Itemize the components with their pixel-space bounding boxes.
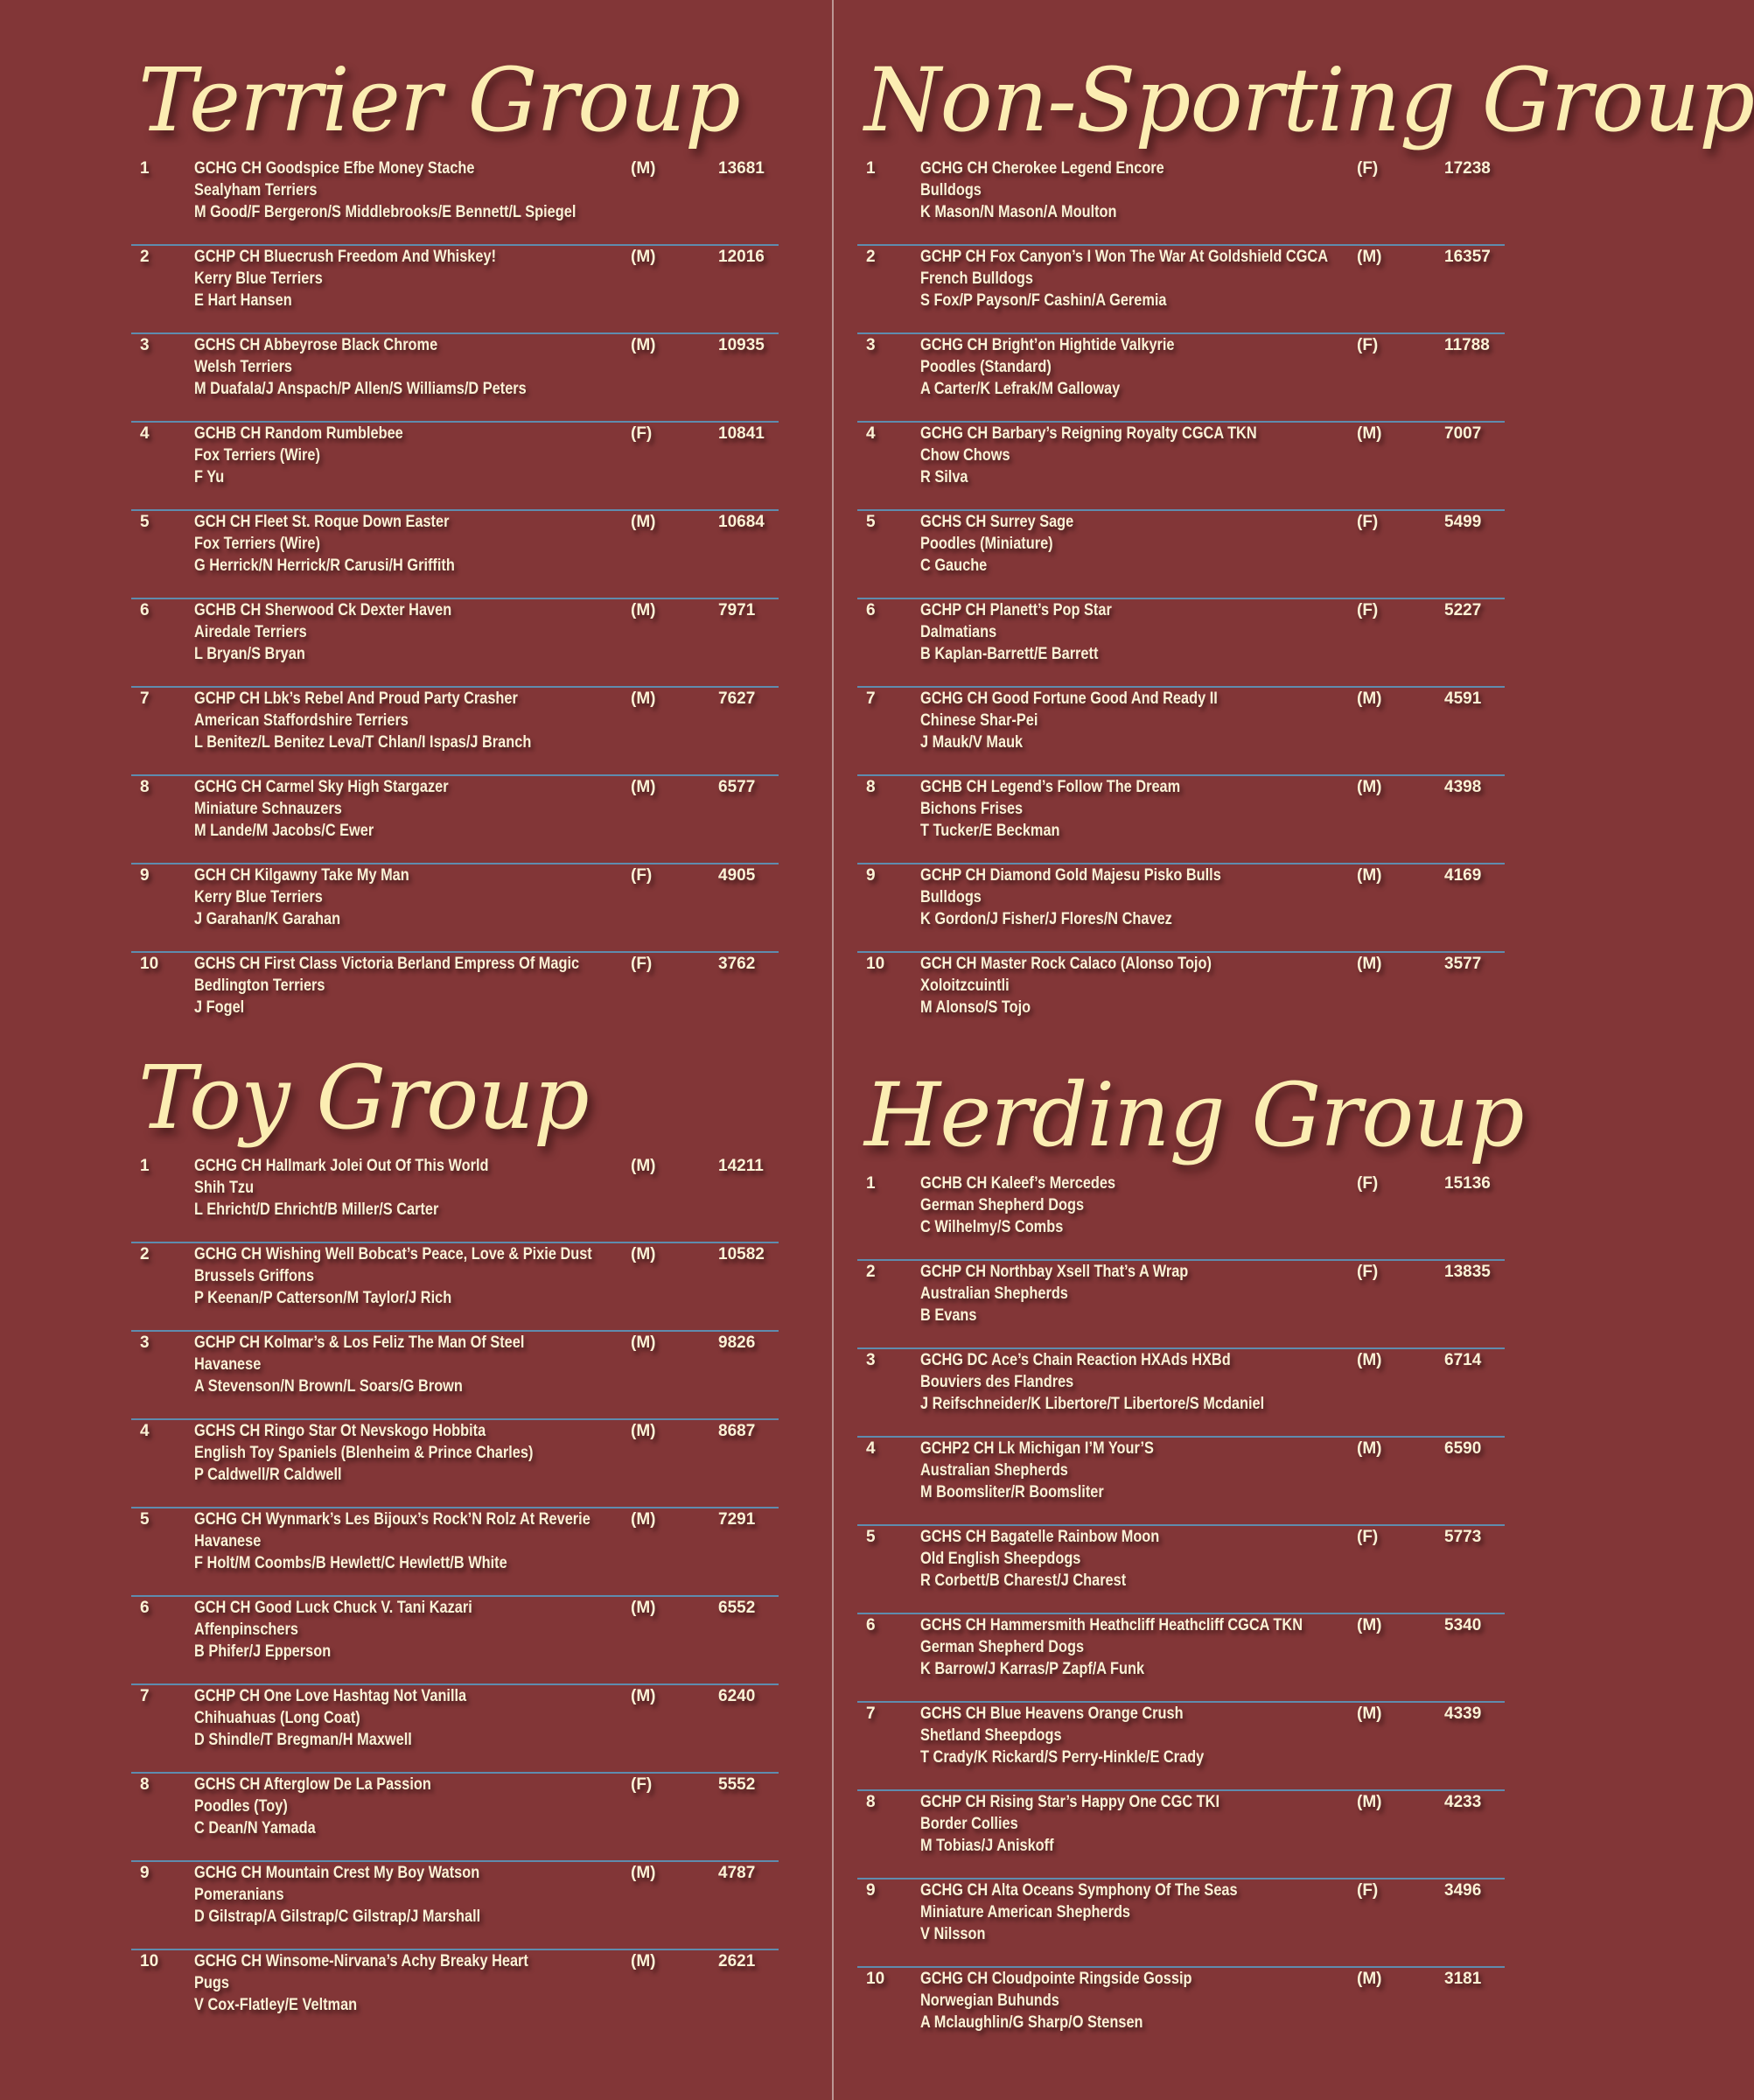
owner-names: J Fogel: [194, 998, 245, 1017]
rank-number: 10: [866, 1970, 885, 1988]
points-value: 3762: [718, 955, 756, 973]
ranking-entry: [131, 158, 779, 246]
dog-name: GCHG CH Wishing Well Bobcat’s Peace, Love & Pixie Dust: [194, 1245, 592, 1264]
breed-name: Shetland Sheepdogs: [920, 1726, 1062, 1745]
breed-name: Dalmatians: [920, 623, 997, 641]
toy-group-list: [131, 1155, 779, 2039]
rank-number: 8: [866, 778, 876, 796]
points-value: 4339: [1444, 1704, 1482, 1723]
ranking-entry: [857, 688, 1505, 776]
rank-number: 4: [140, 424, 150, 443]
points-value: 7007: [1444, 424, 1482, 443]
ranking-entry: [131, 1508, 779, 1597]
sex-label: (F): [1357, 1881, 1379, 1900]
toy-group-title: Toy Group: [138, 1046, 589, 1149]
owner-names: M Alonso/S Tojo: [920, 998, 1031, 1017]
dog-name: GCHP CH Kolmar’s & Los Feliz The Man Of Steel: [194, 1334, 525, 1352]
rank-number: 7: [140, 690, 150, 708]
rank-number: 7: [866, 690, 876, 708]
sex-label: (M): [631, 1422, 656, 1440]
ranking-entry: [131, 511, 779, 599]
breed-name: Australian Shepherds: [920, 1284, 1068, 1303]
terrier-group-list: [131, 158, 779, 1041]
ranking-entry: [857, 246, 1505, 334]
rank-number: 9: [140, 1864, 150, 1882]
rank-number: 3: [140, 1334, 150, 1352]
owner-names: F Holt/M Coombs/B Hewlett/C Hewlett/B White: [194, 1554, 507, 1572]
dog-name: GCHS CH Surrey Sage: [920, 513, 1074, 531]
breed-name: Havanese: [194, 1532, 262, 1550]
sex-label: (M): [631, 513, 656, 531]
rank-number: 4: [866, 424, 876, 443]
points-value: 14211: [718, 1157, 764, 1175]
owner-names: A Stevenson/N Brown/L Soars/G Brown: [194, 1377, 463, 1396]
breed-name: Affenpinschers: [194, 1620, 298, 1639]
owner-names: R Silva: [920, 468, 968, 486]
owner-names: F Yu: [194, 468, 225, 486]
breed-name: German Shepherd Dogs: [920, 1638, 1085, 1656]
rank-number: 2: [866, 248, 876, 266]
owner-names: S Fox/P Payson/F Cashin/A Geremia: [920, 291, 1167, 310]
owner-names: L Ehricht/D Ehricht/B Miller/S Carter: [194, 1200, 439, 1219]
owner-names: M Good/F Bergeron/S Middlebrooks/E Bennett/L Spiegel: [194, 203, 577, 221]
dog-name: GCHP CH Rising Star’s Happy One CGC TKI: [920, 1793, 1219, 1811]
owner-names: K Mason/N Mason/A Moulton: [920, 203, 1117, 221]
points-value: 3577: [1444, 955, 1482, 973]
breed-name: English Toy Spaniels (Blenheim & Prince Charles): [194, 1444, 534, 1462]
sex-label: (M): [631, 690, 656, 708]
breed-name: German Shepherd Dogs: [920, 1196, 1085, 1214]
ranking-entry: [857, 953, 1505, 1041]
breed-name: Chow Chows: [920, 446, 1010, 465]
owner-names: M Lande/M Jacobs/C Ewer: [194, 822, 374, 840]
owner-names: J Reifschneider/K Libertore/T Libertore/S Mcdaniel: [920, 1395, 1265, 1413]
points-value: 5499: [1444, 513, 1482, 531]
owner-names: K Gordon/J Fisher/J Flores/N Chavez: [920, 910, 1172, 928]
dog-name: GCHP CH Lbk’s Rebel And Proud Party Crasher: [194, 690, 518, 708]
dog-name: GCHP CH One Love Hashtag Not Vanilla: [194, 1687, 467, 1705]
rank-number: 2: [140, 1245, 150, 1264]
sex-label: (F): [631, 1775, 653, 1794]
breed-name: Old English Sheepdogs: [920, 1550, 1081, 1568]
dog-name: GCH CH Master Rock Calaco (Alonso Tojo): [920, 955, 1212, 973]
rank-number: 5: [866, 1528, 876, 1546]
dog-name: GCHP CH Bluecrush Freedom And Whiskey!: [194, 248, 497, 266]
rank-number: 7: [866, 1704, 876, 1723]
dog-name: GCHG CH Carmel Sky High Stargazer: [194, 778, 449, 796]
breed-name: Fox Terriers (Wire): [194, 446, 320, 465]
sex-label: (M): [631, 778, 656, 796]
dog-name: GCHG CH Wynmark’s Les Bijoux’s Rock’N Rolz At Reverie: [194, 1510, 590, 1529]
owner-names: A Carter/K Lefrak/M Galloway: [920, 380, 1121, 398]
breed-name: Shih Tzu: [194, 1179, 255, 1197]
owner-names: R Corbett/B Charest/J Charest: [920, 1572, 1127, 1590]
dog-name: GCHS CH Ringo Star Ot Nevskogo Hobbita: [194, 1422, 486, 1440]
breed-name: Bulldogs: [920, 888, 982, 906]
ranking-entry: [857, 423, 1505, 511]
dog-name: GCHG CH Goodspice Efbe Money Stache: [194, 159, 475, 178]
rank-number: 2: [866, 1263, 876, 1281]
dog-name: GCHB CH Sherwood Ck Dexter Haven: [194, 601, 452, 620]
points-value: 4787: [718, 1864, 756, 1882]
breed-name: Border Collies: [920, 1815, 1018, 1833]
ranking-entry: [857, 1261, 1505, 1349]
breed-name: Kerry Blue Terriers: [194, 270, 323, 288]
breed-name: American Staffordshire Terriers: [194, 711, 409, 730]
rank-number: 5: [140, 513, 150, 531]
ranking-entry: [857, 864, 1505, 953]
sex-label: (F): [1357, 159, 1379, 178]
rank-number: 6: [140, 1599, 150, 1617]
sex-label: (M): [631, 1952, 656, 1970]
sex-label: (M): [631, 1687, 656, 1705]
points-value: 5773: [1444, 1528, 1482, 1546]
points-value: 6577: [718, 778, 756, 796]
ranking-entry: [857, 1791, 1505, 1880]
owner-names: B Phifer/J Epperson: [194, 1642, 332, 1661]
points-value: 8687: [718, 1422, 756, 1440]
ranking-entry: [131, 246, 779, 334]
points-value: 10684: [718, 513, 765, 531]
points-value: 10935: [718, 336, 765, 354]
dog-name: GCH CH Good Luck Chuck V. Tani Kazari: [194, 1599, 472, 1617]
owner-names: M Boomsliter/R Boomsliter: [920, 1483, 1104, 1502]
rank-number: 9: [140, 866, 150, 885]
ranking-entry: [131, 1155, 779, 1243]
breed-name: Airedale Terriers: [194, 623, 307, 641]
points-value: 6590: [1444, 1439, 1482, 1458]
owner-names: B Evans: [920, 1306, 977, 1325]
herding-group-title: Herding Group: [864, 1064, 1524, 1166]
ranking-entry: [131, 1950, 779, 2039]
owner-names: E Hart Hansen: [194, 291, 292, 310]
owner-names: L Benitez/L Benitez Leva/T Chlan/I Ispas/J Branch: [194, 733, 532, 752]
ranking-entry: [131, 599, 779, 688]
ranking-entry: [857, 1349, 1505, 1438]
sex-label: (F): [1357, 601, 1379, 620]
dog-name: GCHG CH Barbary’s Reigning Royalty CGCA TKN: [920, 424, 1257, 443]
sex-label: (F): [1357, 513, 1379, 531]
breed-name: Australian Shepherds: [920, 1461, 1068, 1480]
points-value: 4398: [1444, 778, 1482, 796]
sex-label: (M): [1357, 1793, 1382, 1811]
sex-label: (F): [631, 424, 653, 443]
dog-name: GCHS CH Blue Heavens Orange Crush: [920, 1704, 1184, 1723]
points-value: 5340: [1444, 1616, 1482, 1634]
rank-number: 8: [140, 778, 150, 796]
dog-name: GCHS CH Abbeyrose Black Chrome: [194, 336, 438, 354]
herding-group-section: [857, 1059, 1524, 2056]
dog-name: GCHG CH Cherokee Legend Encore: [920, 159, 1164, 178]
points-value: 4233: [1444, 1793, 1482, 1811]
owner-names: J Mauk/V Mauk: [920, 733, 1024, 752]
owner-names: G Herrick/N Herrick/R Carusi/H Griffith: [194, 556, 455, 575]
points-value: 4591: [1444, 690, 1482, 708]
ranking-entry: [131, 776, 779, 864]
ranking-entry: [857, 1703, 1505, 1791]
sex-label: (M): [631, 601, 656, 620]
breed-name: Pomeranians: [194, 1886, 284, 1904]
rank-number: 7: [140, 1687, 150, 1705]
rank-number: 1: [140, 1157, 150, 1175]
dog-name: GCHG CH Alta Oceans Symphony Of The Seas: [920, 1881, 1238, 1900]
ranking-entry: [131, 1774, 779, 1862]
sex-label: (M): [631, 336, 656, 354]
rank-number: 3: [866, 1351, 876, 1369]
ranking-entry: [857, 1526, 1505, 1614]
dog-name: GCHP CH Fox Canyon’s I Won The War At Goldshield CGCA: [920, 248, 1329, 266]
dog-name: GCHP CH Diamond Gold Majesu Pisko Bulls: [920, 866, 1221, 885]
breed-name: Bedlington Terriers: [194, 976, 325, 995]
sex-label: (F): [1357, 1528, 1379, 1546]
rank-number: 9: [866, 1881, 876, 1900]
breed-name: Havanese: [194, 1355, 262, 1374]
points-value: 2621: [718, 1952, 756, 1970]
dog-name: GCHS CH Bagatelle Rainbow Moon: [920, 1528, 1160, 1546]
owner-names: M Tobias/J Aniskoff: [920, 1837, 1054, 1855]
dog-name: GCHS CH Hammersmith Heathcliff Heathcliff CGCA TKN: [920, 1616, 1303, 1634]
rank-number: 5: [866, 513, 876, 531]
ranking-entry: [857, 599, 1505, 688]
owner-names: L Bryan/S Bryan: [194, 645, 305, 663]
non-sporting-group-title: Non-Sporting Group: [864, 49, 1754, 151]
ranking-entry: [857, 1438, 1505, 1526]
owner-names: D Shindle/T Bregman/H Maxwell: [194, 1731, 412, 1749]
ranking-entry: [857, 334, 1505, 423]
ranking-entry: [131, 1862, 779, 1950]
dog-name: GCH CH Fleet St. Roque Down Easter: [194, 513, 450, 531]
breed-name: Xoloitzcuintli: [920, 976, 1010, 995]
sex-label: (M): [1357, 1351, 1382, 1369]
points-value: 11788: [1444, 336, 1490, 354]
dog-name: GCHP CH Northbay Xsell That’s A Wrap: [920, 1263, 1189, 1281]
owner-names: C Wilhelmy/S Combs: [920, 1218, 1064, 1236]
ranking-entry: [131, 953, 779, 1041]
breed-name: Bouviers des Flandres: [920, 1373, 1074, 1391]
points-value: 6552: [718, 1599, 756, 1617]
rank-number: 1: [866, 159, 876, 178]
rank-number: 2: [140, 248, 150, 266]
ranking-entry: [131, 423, 779, 511]
terrier-group-section: [131, 44, 779, 1041]
sex-label: (M): [1357, 1439, 1382, 1458]
points-value: 5552: [718, 1775, 756, 1794]
rank-number: 8: [140, 1775, 150, 1794]
sex-label: (M): [1357, 690, 1382, 708]
points-value: 13681: [718, 159, 765, 178]
owner-names: C Dean/N Yamada: [194, 1819, 316, 1838]
points-value: 9826: [718, 1334, 756, 1352]
breed-name: Poodles (Standard): [920, 358, 1052, 376]
rank-number: 4: [140, 1422, 150, 1440]
owner-names: D Gilstrap/A Gilstrap/C Gilstrap/J Marshall: [194, 1908, 481, 1926]
dog-name: GCHG CH Cloudpointe Ringside Gossip: [920, 1970, 1192, 1988]
owner-names: J Garahan/K Garahan: [194, 910, 341, 928]
breed-name: Norwegian Buhunds: [920, 1992, 1059, 2010]
rank-number: 6: [866, 1616, 876, 1634]
ranking-entry: [131, 864, 779, 953]
sex-label: (M): [631, 248, 656, 266]
sex-label: (M): [1357, 955, 1382, 973]
breed-name: French Bulldogs: [920, 270, 1033, 288]
rank-number: 6: [140, 601, 150, 620]
sex-label: (F): [1357, 1263, 1379, 1281]
ranking-entry: [131, 1243, 779, 1332]
sex-label: (F): [1357, 336, 1379, 354]
breed-name: Poodles (Miniature): [920, 535, 1053, 553]
rank-number: 10: [140, 955, 159, 973]
points-value: 17238: [1444, 159, 1491, 178]
owner-names: V Nilsson: [920, 1925, 986, 1943]
points-value: 15136: [1444, 1174, 1491, 1193]
points-value: 4905: [718, 866, 756, 885]
ranking-entry: [131, 1685, 779, 1774]
points-value: 6714: [1444, 1351, 1482, 1369]
dog-name: GCHG CH Hallmark Jolei Out Of This World: [194, 1157, 489, 1175]
sex-label: (M): [1357, 424, 1382, 443]
points-value: 7291: [718, 1510, 756, 1529]
owner-names: B Kaplan-Barrett/E Barrett: [920, 645, 1099, 663]
breed-name: Welsh Terriers: [194, 358, 293, 376]
owner-names: M Duafala/J Anspach/P Allen/S Williams/D Peters: [194, 380, 527, 398]
breed-name: Kerry Blue Terriers: [194, 888, 323, 906]
dog-name: GCHG CH Bright’on Hightide Valkyrie: [920, 336, 1175, 354]
breed-name: Chinese Shar-Pei: [920, 711, 1038, 730]
breed-name: Brussels Griffons: [194, 1267, 315, 1285]
points-value: 13835: [1444, 1263, 1491, 1281]
points-value: 10582: [718, 1245, 765, 1264]
terrier-group-title: Terrier Group: [138, 49, 740, 151]
breed-name: Miniature American Shepherds: [920, 1903, 1131, 1922]
ranking-entry: [131, 688, 779, 776]
dog-name: GCH CH Kilgawny Take My Man: [194, 866, 409, 885]
column-divider: [832, 0, 834, 2100]
dog-name: GCHG CH Good Fortune Good And Ready II: [920, 690, 1218, 708]
sex-label: (M): [1357, 866, 1382, 885]
sex-label: (M): [1357, 778, 1382, 796]
points-value: 3496: [1444, 1881, 1482, 1900]
breed-name: Pugs: [194, 1974, 229, 1992]
rank-number: 1: [866, 1174, 876, 1193]
sex-label: (M): [1357, 1616, 1382, 1634]
sex-label: (M): [631, 1864, 656, 1882]
breed-name: Bulldogs: [920, 181, 982, 200]
sex-label: (F): [1357, 1174, 1379, 1193]
sex-label: (M): [631, 1510, 656, 1529]
owner-names: P Caldwell/R Caldwell: [194, 1466, 342, 1484]
ranking-entry: [131, 1332, 779, 1420]
rank-number: 4: [866, 1439, 876, 1458]
rank-number: 8: [866, 1793, 876, 1811]
sex-label: (M): [631, 159, 656, 178]
owner-names: T Tucker/E Beckman: [920, 822, 1060, 840]
points-value: 16357: [1444, 248, 1491, 266]
dog-name: GCHB CH Kaleef’s Mercedes: [920, 1174, 1116, 1193]
dog-name: GCHP CH Planett’s Pop Star: [920, 601, 1112, 620]
rank-number: 3: [866, 336, 876, 354]
ranking-entry: [857, 1614, 1505, 1703]
rank-number: 9: [866, 866, 876, 885]
ranking-entry: [131, 334, 779, 423]
non-sporting-group-section: [857, 44, 1754, 1041]
owner-names: V Cox-Flatley/E Veltman: [194, 1996, 358, 2014]
dog-name: GCHS CH Afterglow De La Passion: [194, 1775, 431, 1794]
dog-name: GCHG CH Winsome-Nirvana’s Achy Breaky Heart: [194, 1952, 528, 1970]
sex-label: (F): [631, 866, 653, 885]
sex-label: (M): [1357, 248, 1382, 266]
breed-name: Fox Terriers (Wire): [194, 535, 320, 553]
dog-name: GCHG CH Mountain Crest My Boy Watson: [194, 1864, 480, 1882]
sex-label: (M): [631, 1157, 656, 1175]
owner-names: P Keenan/P Catterson/M Taylor/J Rich: [194, 1289, 452, 1307]
ranking-entry: [857, 1968, 1505, 2056]
ranking-entry: [857, 158, 1505, 246]
breed-name: Bichons Frises: [920, 800, 1024, 818]
rank-number: 10: [140, 1952, 159, 1970]
rank-number: 1: [140, 159, 150, 178]
ranking-entry: [857, 776, 1505, 864]
non-sporting-group-list: [857, 158, 1505, 1041]
sex-label: (F): [631, 955, 653, 973]
dog-name: GCHP2 CH Lk Michigan I’M Your’S: [920, 1439, 1154, 1458]
dog-name: GCHB CH Legend’s Follow The Dream: [920, 778, 1181, 796]
ranking-entry: [131, 1597, 779, 1685]
points-value: 3181: [1444, 1970, 1482, 1988]
herding-group-list: [857, 1172, 1505, 2056]
points-value: 5227: [1444, 601, 1482, 620]
rank-number: 6: [866, 601, 876, 620]
ranking-entry: [857, 511, 1505, 599]
owner-names: A Mclaughlin/G Sharp/O Stensen: [920, 2013, 1143, 2032]
breed-name: Poodles (Toy): [194, 1797, 288, 1816]
breed-name: Chihuahuas (Long Coat): [194, 1709, 360, 1727]
rank-number: 3: [140, 336, 150, 354]
points-value: 6240: [718, 1687, 756, 1705]
points-value: 4169: [1444, 866, 1482, 885]
ranking-entry: [131, 1420, 779, 1508]
points-value: 12016: [718, 248, 765, 266]
sex-label: (M): [631, 1599, 656, 1617]
dog-name: GCHS CH First Class Victoria Berland Empress Of Magic: [194, 955, 580, 973]
dog-name: GCHB CH Random Rumblebee: [194, 424, 403, 443]
owner-names: K Barrow/J Karras/P Zapf/A Funk: [920, 1660, 1145, 1678]
owner-names: C Gauche: [920, 556, 988, 575]
points-value: 7627: [718, 690, 756, 708]
points-value: 10841: [718, 424, 765, 443]
ranking-entry: [857, 1880, 1505, 1968]
breed-name: Sealyham Terriers: [194, 181, 318, 200]
sex-label: (M): [631, 1245, 656, 1264]
breed-name: Miniature Schnauzers: [194, 800, 342, 818]
toy-group-section: [131, 1041, 779, 2039]
dog-name: GCHG DC Ace’s Chain Reaction HXAds HXBd: [920, 1351, 1231, 1369]
rank-number: 5: [140, 1510, 150, 1529]
ranking-entry: [857, 1172, 1505, 1261]
rank-number: 10: [866, 955, 885, 973]
sex-label: (M): [1357, 1704, 1382, 1723]
sex-label: (M): [631, 1334, 656, 1352]
owner-names: T Crady/K Rickard/S Perry-Hinkle/E Crady: [920, 1748, 1205, 1767]
sex-label: (M): [1357, 1970, 1382, 1988]
points-value: 7971: [718, 601, 756, 620]
